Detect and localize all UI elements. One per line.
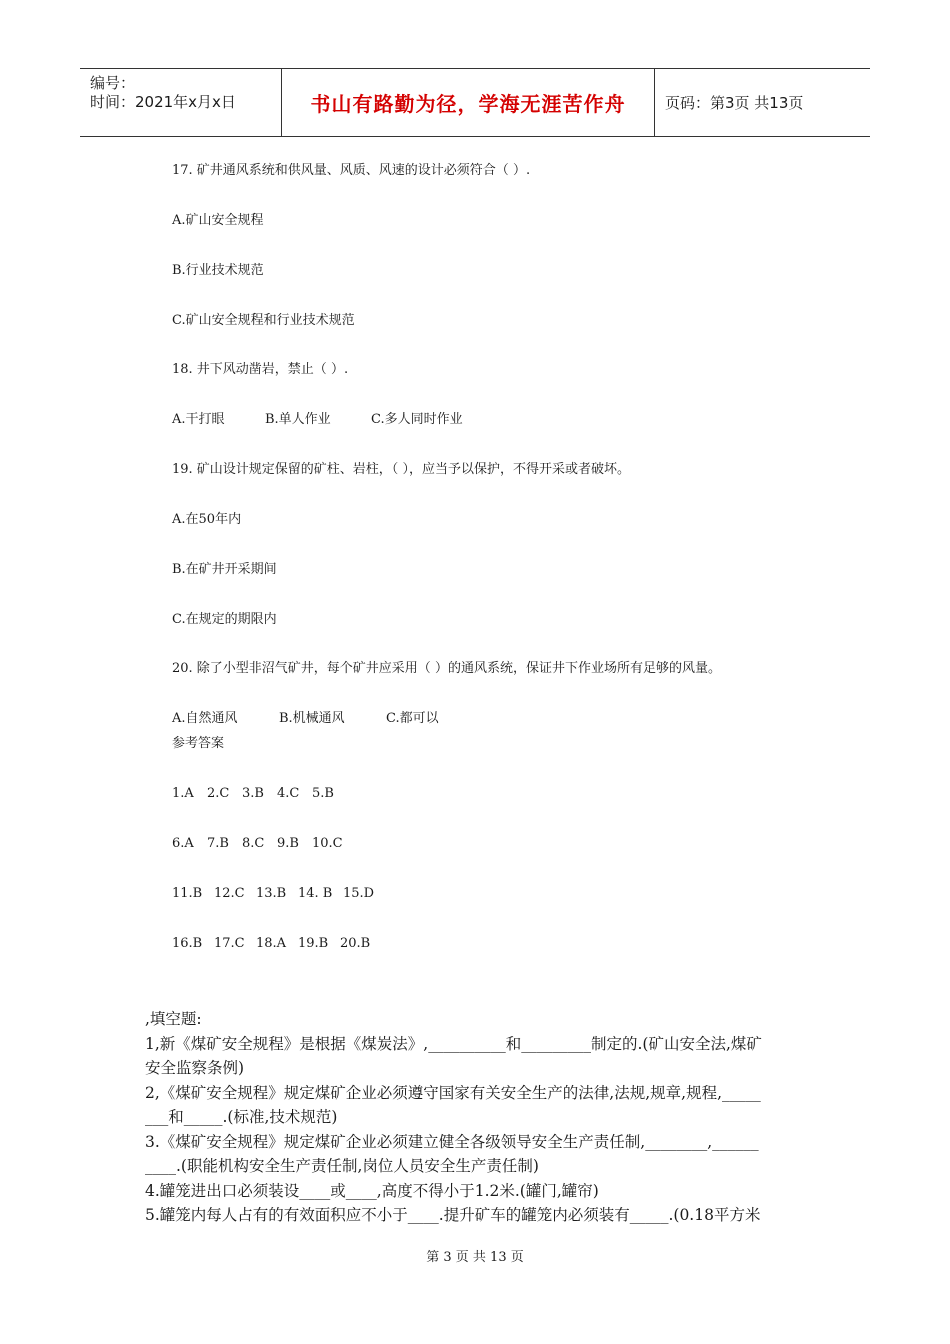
document-number-label: 编号：: [90, 74, 136, 92]
answer-item: 6.A: [172, 836, 194, 851]
answer-item: 13.B: [256, 886, 287, 901]
answers-row-4: [172, 936, 370, 952]
question-17-option-c: C.矿山安全规程和行业技术规范: [172, 313, 355, 328]
answer-item: 9.B: [277, 836, 299, 851]
answer-item: 11.B: [172, 886, 203, 901]
answer-item: 1.A: [172, 786, 194, 801]
answer-item: 3.B: [242, 786, 264, 801]
question-20-stem: 20. 除了小型非沼气矿井，每个矿井应采用（ ）的通风系统，保证井下作业场所有足够的风量。: [172, 661, 721, 676]
answers-title: 参考答案: [172, 736, 225, 751]
question-18-option-b: B.单人作业: [265, 412, 331, 427]
fill-blank-line: 3.《煤矿安全规程》规定煤矿企业必须建立健全各级领导安全生产责任制,________,______: [145, 1132, 759, 1151]
fill-blank-line: 1,新《煤矿安全规程》是根据《煤炭法》,__________和_________制定的.(矿山安全法,煤矿: [145, 1034, 762, 1053]
question-18-stem: 18. 井下风动凿岩，禁止（ ）.: [172, 362, 349, 377]
page-footer: 第 3 页 共 13 页: [426, 1250, 524, 1265]
question-17-option-a: A.矿山安全规程: [172, 213, 264, 228]
question-18-options: [172, 412, 463, 428]
header-motto-cell: [282, 69, 655, 136]
question-20-option-c: C.都可以: [386, 711, 439, 726]
answers-row-1: [172, 786, 334, 802]
answer-item: 18.A: [256, 936, 287, 951]
header-motto: 书山有路勤为径，学海无涯苦作舟: [310, 92, 626, 116]
question-19-option-a: A.在50年内: [172, 512, 242, 527]
question-17-option-b: B.行业技术规范: [172, 263, 264, 278]
answer-item: 5.B: [312, 786, 334, 801]
header-page-label: 页码：第3页 共13页: [665, 94, 804, 112]
question-18-option-c: C.多人同时作业: [371, 412, 463, 427]
answers-row-3: [172, 886, 374, 902]
document-time-label: 时间：2021年x月x日: [90, 93, 236, 111]
answer-item: 7.B: [207, 836, 229, 851]
answer-item: 2.C: [207, 786, 230, 801]
fill-blank-line: 4.罐笼进出口必须装设____或____,高度不得小于1.2米.(罐门,罐帘): [145, 1181, 599, 1200]
answer-item: 12.C: [214, 886, 245, 901]
answer-item: 10.C: [312, 836, 343, 851]
question-20-option-a: A.自然通风: [172, 711, 238, 726]
question-18-option-a: A.干打眼: [172, 412, 225, 427]
fill-blank-line: ___和_____.(标准,技术规范): [145, 1108, 338, 1126]
header-page-cell: [655, 69, 870, 136]
header-meta-cell: [80, 69, 282, 136]
answer-item: 14. B: [298, 886, 333, 901]
question-20-option-b: B.机械通风: [279, 711, 345, 726]
answer-item: 20.B: [340, 936, 371, 951]
question-19-stem: 19. 矿山设计规定保留的矿柱、岩柱，（ ），应当予以保护，不得开采或者破坏。: [172, 462, 630, 477]
fill-blank-line: 2,《煤矿安全规程》规定煤矿企业必须遵守国家有关安全生产的法律,法规,规章,规程,_____: [145, 1083, 761, 1102]
answer-item: 15.D: [343, 886, 375, 901]
answer-item: 8.C: [242, 836, 265, 851]
fill-blank-section: [145, 1007, 805, 1228]
fill-blank-line: ____.(职能机构安全生产责任制,岗位人员安全生产责任制): [145, 1157, 539, 1175]
answer-item: 19.B: [298, 936, 329, 951]
fill-blank-line: 安全监察条例): [145, 1059, 245, 1077]
fill-blank-title: ,填空题:: [145, 1010, 202, 1028]
question-19-option-c: C.在规定的期限内: [172, 612, 277, 627]
question-17-stem: 17. 矿井通风系统和供风量、风质、风速的设计必须符合（ ）.: [172, 163, 531, 178]
answer-item: 4.C: [277, 786, 300, 801]
question-19-option-b: B.在矿井开采期间: [172, 562, 277, 577]
answer-item: 16.B: [172, 936, 203, 951]
question-20-options: [172, 711, 439, 727]
fill-blank-line: 5.罐笼内每人占有的有效面积应不小于____.提升矿车的罐笼内必须装有_____.(0.18平方米: [145, 1206, 761, 1224]
answer-item: 17.C: [214, 936, 245, 951]
answers-row-2: [172, 836, 343, 852]
page-header: [80, 68, 870, 137]
